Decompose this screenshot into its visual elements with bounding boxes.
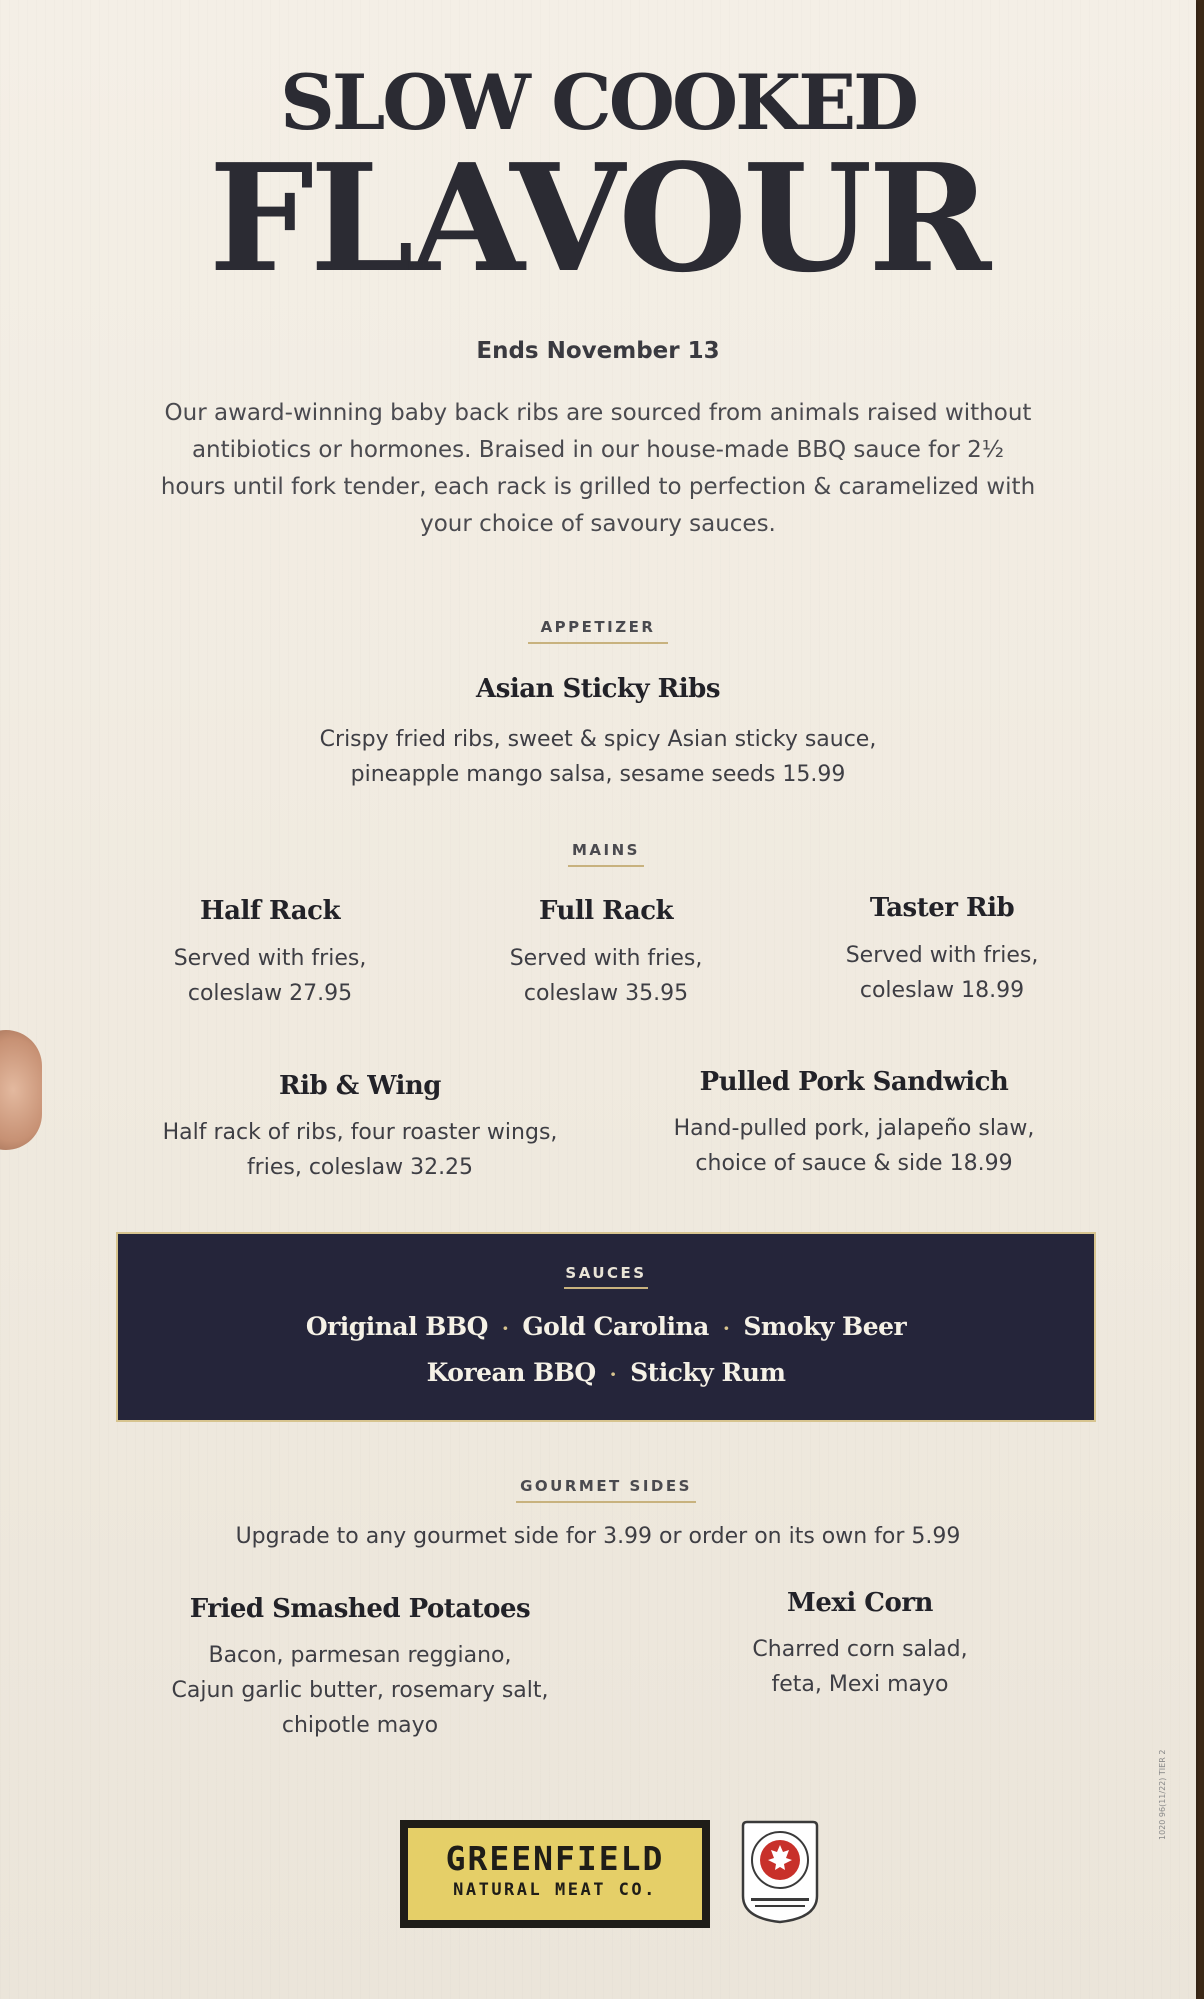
- section-label-text: GOURMET SIDES: [520, 1477, 692, 1495]
- desc-line: choice of sauce & side 18.99: [695, 1151, 1013, 1176]
- greenfield-subtitle: NATURAL MEAT CO.: [453, 1880, 657, 1900]
- headline-flavour: FLAVOUR: [208, 131, 988, 305]
- intro-paragraph: Our award-winning baby back ribs are sourced from animals raised without antibiotics or hormones. Braised in our house-made BBQ sauce for 2½ hours until fork tender, each rack is grilled to perfection & caramelized with your choice of savoury sauces.: [160, 400, 1036, 537]
- desc-line: coleslaw 18.99: [859, 978, 1025, 1003]
- desc-line: chipotle mayo: [281, 1713, 439, 1738]
- item-title-taster-rib: Taster Rib: [869, 893, 1015, 923]
- sauces-panel: [116, 1232, 1096, 1422]
- fine-print-code: 1020 96(11/22) TIER 2: [1158, 1749, 1167, 1840]
- section-label-sauces: [118, 1264, 1094, 1289]
- item-title-full-rack: Full Rack: [538, 896, 674, 926]
- section-divider: [564, 1287, 648, 1289]
- item-title-rib-and-wing: Rib & Wing: [279, 1071, 441, 1101]
- section-label-appetizer: [528, 618, 668, 644]
- sauce-row-2: [118, 1358, 1094, 1387]
- desc-line: Crispy fried ribs, sweet & spicy Asian sticky sauce,: [319, 727, 877, 752]
- sauce-original-bbq: Original BBQ: [305, 1312, 488, 1341]
- gourmet-sides-note: Upgrade to any gourmet side for 3.99 or order on its own for 5.99: [235, 1524, 961, 1549]
- desc-line: Charred corn salad,: [752, 1637, 968, 1662]
- sauce-smoky-beer: Smoky Beer: [743, 1312, 907, 1341]
- section-label-text: SAUCES: [565, 1264, 647, 1282]
- sauce-separator: ·: [722, 1316, 730, 1340]
- item-desc-pulled-pork-sandwich: [634, 1111, 1074, 1181]
- holding-thumb: [0, 1030, 42, 1150]
- greenfield-logo: [400, 1820, 710, 1928]
- item-desc-mexi-corn: [640, 1632, 1080, 1702]
- item-title-asian-sticky-ribs: Asian Sticky Ribs: [476, 674, 720, 704]
- desc-line: coleslaw 27.95: [187, 981, 353, 1006]
- sauce-row-1: [118, 1312, 1094, 1341]
- promo-end-date: Ends November 13: [476, 338, 720, 364]
- item-desc-full-rack: [446, 941, 766, 1011]
- sauce-separator: ·: [609, 1362, 617, 1386]
- desc-line: Half rack of ribs, four roaster wings,: [162, 1120, 558, 1145]
- desc-line: pineapple mango salsa, sesame seeds 15.99: [350, 762, 846, 787]
- section-label-mains: [568, 841, 644, 867]
- desc-line: Served with fries,: [845, 943, 1039, 968]
- section-label-text: APPETIZER: [540, 618, 656, 636]
- desc-line: Bacon, parmesan reggiano,: [208, 1643, 512, 1668]
- item-desc-rib-and-wing: [140, 1115, 580, 1185]
- sauce-korean-bbq: Korean BBQ: [426, 1358, 596, 1387]
- canadian-pork-badge-icon: [737, 1818, 823, 1924]
- desc-line: fries, coleslaw 32.25: [246, 1155, 474, 1180]
- section-label-gourmet-sides: [516, 1477, 696, 1503]
- section-divider: [568, 865, 644, 867]
- greenfield-logo-panel: [406, 1826, 704, 1922]
- desc-line: Hand-pulled pork, jalapeño slaw,: [673, 1116, 1035, 1141]
- desc-line: Cajun garlic butter, rosemary salt,: [171, 1678, 549, 1703]
- sauce-gold-carolina: Gold Carolina: [522, 1312, 709, 1341]
- item-desc-asian-sticky-ribs: [0, 722, 1196, 792]
- sauce-sticky-rum: Sticky Rum: [630, 1358, 786, 1387]
- desc-line: Served with fries,: [509, 946, 703, 971]
- item-desc-half-rack: [110, 941, 430, 1011]
- desc-line: coleslaw 35.95: [523, 981, 689, 1006]
- section-label-text: MAINS: [572, 841, 640, 859]
- headline-slow-cooked: SLOW COOKED: [279, 58, 917, 147]
- section-divider: [516, 1501, 696, 1503]
- item-desc-fried-smashed-potatoes: [130, 1638, 590, 1743]
- section-divider: [528, 642, 668, 644]
- sauce-separator: ·: [501, 1316, 509, 1340]
- greenfield-name: GREENFIELD: [445, 1839, 665, 1878]
- desc-line: Served with fries,: [173, 946, 367, 971]
- item-title-pulled-pork-sandwich: Pulled Pork Sandwich: [699, 1067, 1009, 1097]
- item-title-fried-smashed-potatoes: Fried Smashed Potatoes: [189, 1594, 531, 1624]
- item-desc-taster-rib: [782, 938, 1102, 1008]
- desc-line: feta, Mexi mayo: [771, 1672, 949, 1697]
- item-title-mexi-corn: Mexi Corn: [787, 1588, 933, 1618]
- item-title-half-rack: Half Rack: [200, 896, 340, 926]
